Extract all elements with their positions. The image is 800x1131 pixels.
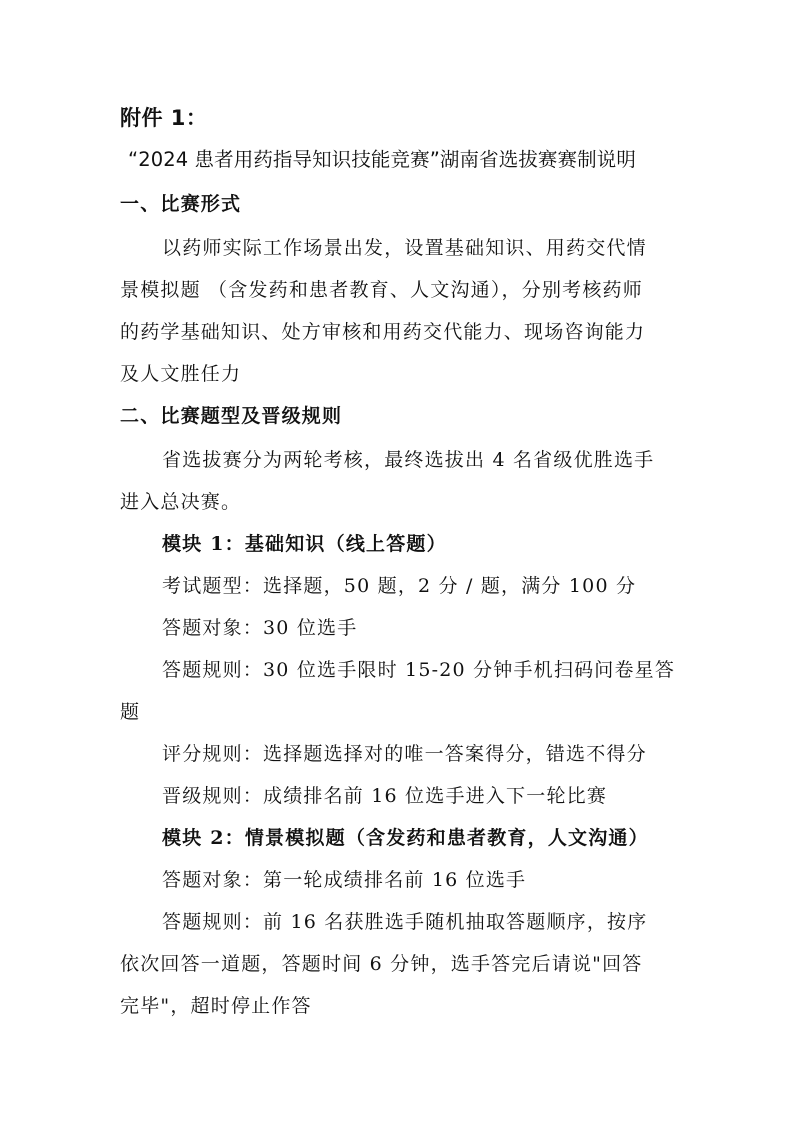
module2-line: 答题规则：前 16 名获胜选手随机抽取答题顺序，按序 [162,911,648,933]
paragraph-line: 景模拟题 （含发药和患者教育、人文沟通），分别考核药师 [120,279,643,301]
section-heading-rules: 二、比赛题型及晋级规则 [120,405,343,427]
module1-line: 考试题型：选择题，50 题，2 分 / 题，满分 100 分 [162,575,637,597]
module2-heading: 模块 2：情景模拟题（含发药和患者教育，人文沟通） [162,827,649,849]
module1-line: 答题对象：30 位选手 [162,617,358,639]
section-heading-format: 一、比赛形式 [120,193,242,215]
paragraph-line: 省选拔赛分为两轮考核，最终选拔出 4 名省级优胜选手 [162,449,655,471]
module2-line: 依次回答一道题，答题时间 6 分钟，选手答完后请说"回答 [120,953,643,975]
module1-line: 题 [120,701,141,723]
paragraph-line: 的药学基础知识、处方审核和用药交代能力、现场咨询能力 [120,321,646,343]
paragraph-line: 以药师实际工作场景出发，设置基础知识、用药交代情 [162,237,647,259]
module1-heading: 模块 1：基础知识（线上答题） [162,533,447,555]
module2-line: 答题对象：第一轮成绩排名前 16 位选手 [162,869,527,891]
attachment-label: 附件 1： [120,106,208,130]
module1-line: 晋级规则：成绩排名前 16 位选手进入下一轮比赛 [162,785,608,807]
module1-line: 评分规则：选择题选择对的唯一答案得分，错选不得分 [162,743,647,765]
paragraph-line: 进入总决赛。 [120,491,242,513]
paragraph-line: 及人文胜任力 [120,363,242,385]
module1-line: 答题规则：30 位选手限时 15-20 分钟手机扫码问卷星答 [162,659,676,681]
module2-line: 完毕"，超时停止作答 [120,995,312,1017]
document-title: “2024 患者用药指导知识技能竞赛”湖南省选拔赛赛制说明 [128,148,636,171]
